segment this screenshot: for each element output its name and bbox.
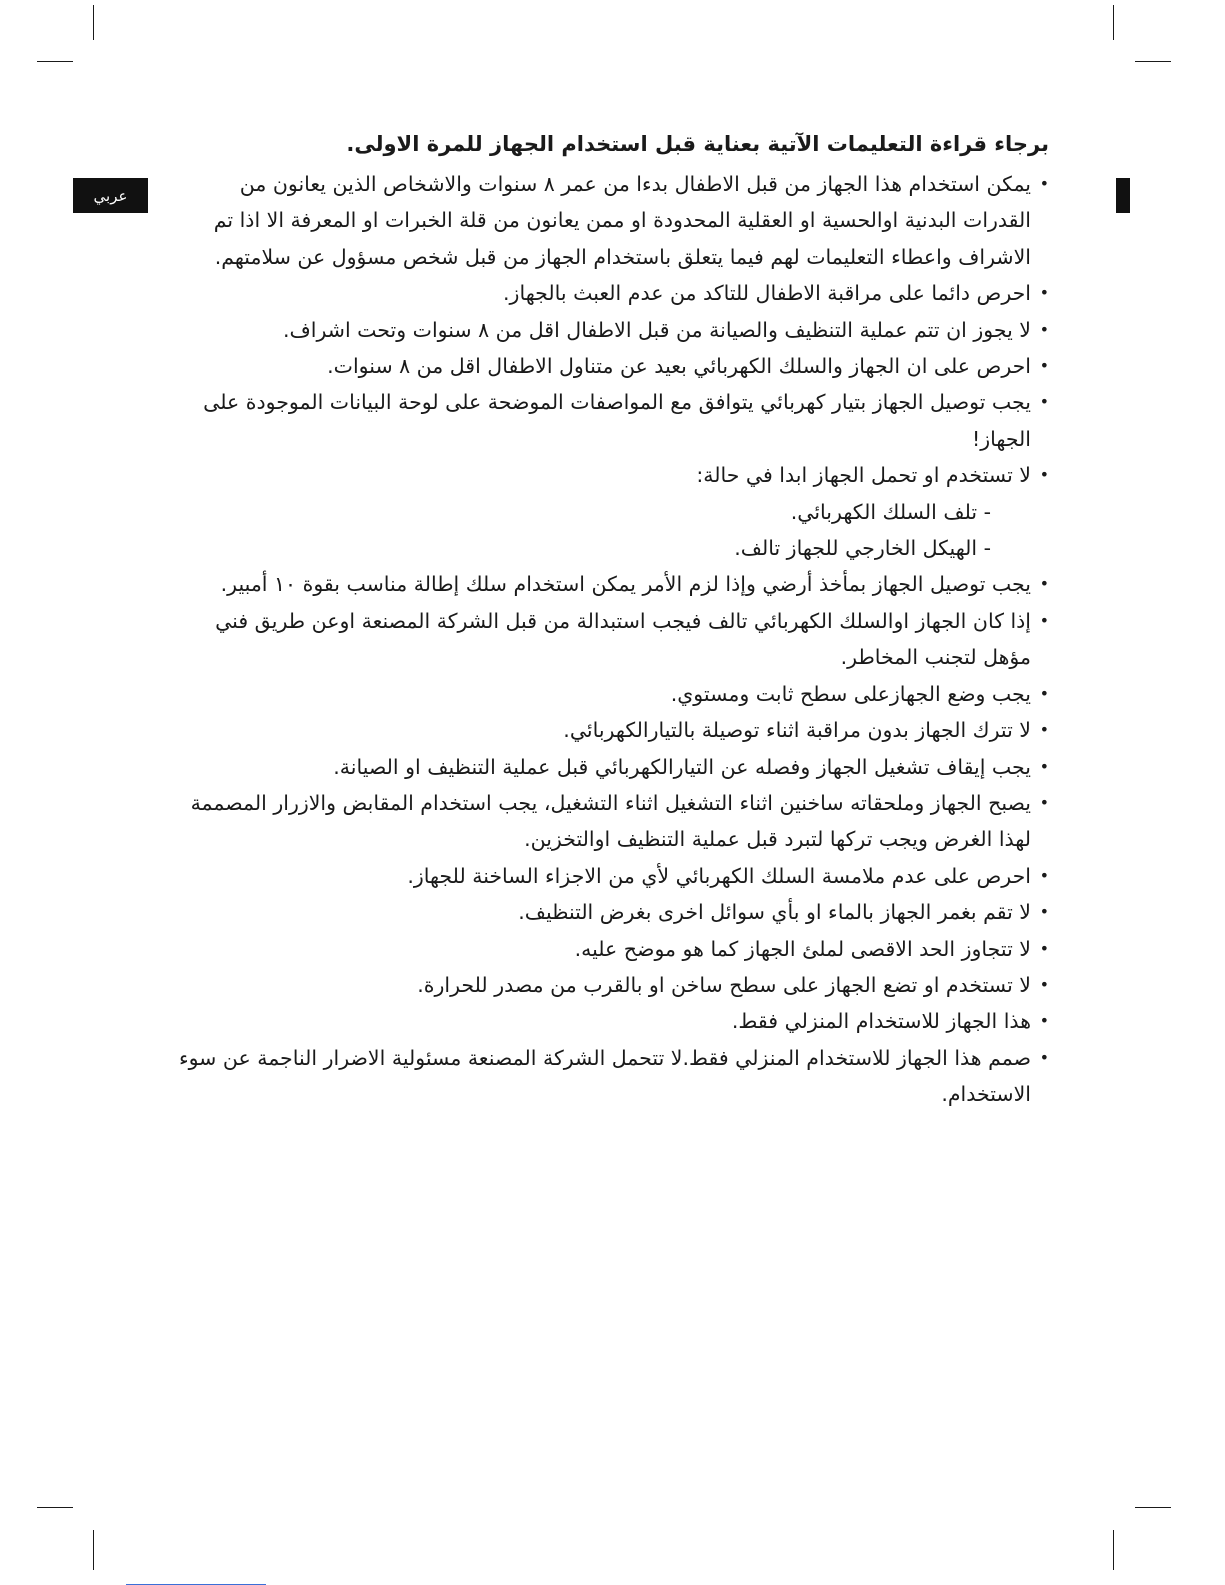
list-item: • هذا الجهاز للاستخدام المنزلي فقط. [169,1003,1049,1039]
list-item: • يجب إيقاف تشغيل الجهاز وفصله عن التيارالكهربائي قبل عملية التنظيف او الصيانة. [169,749,1049,785]
crop-mark-top-left-h [37,61,73,62]
list-item: • احرص دائما على مراقبة الاطفال للتاكد من عدم العبث بالجهاز. [169,275,1049,311]
edge-language-tab [1116,178,1130,213]
crop-mark-top-right [1113,5,1114,40]
list-item: • يجب توصيل الجهاز بمأخذ أرضي وإذا لزم الأمر يمكن استخدام سلك إطالة مناسب بقوة ١٠ أمبير. [169,566,1049,602]
list-item-text: لا تستخدم او تحمل الجهاز ابدا في حالة: [696,463,1031,488]
list-item: • يصبح الجهاز وملحقاته ساخنين اثناء التشغيل اثناء التشغيل، يجب استخدام المقابض والازرار المصممة لهذا الغرض ويجب تركها لتبرد قبل عملية التنظيف اوالتخزين. [169,785,1049,858]
crop-mark-bottom-left [93,1530,94,1570]
instructions-list [169,166,1049,1113]
list-item: • لا تستخدم او تضع الجهاز على سطح ساخن او بالقرب من مصدر للحرارة. [169,967,1049,1003]
list-item: • إذا كان الجهاز اوالسلك الكهربائي تالف فيجب استبدالة من قبل الشركة المصنعة اوعن طريق فني مؤهل لتجنب المخاطر. [169,603,1049,676]
list-item: • لا يجوز ان تتم عملية التنظيف والصيانة من قبل الاطفال اقل من ٨ سنوات وتحت اشراف. [169,312,1049,348]
crop-mark-bottom-left-h [37,1507,73,1508]
list-item: • لا تترك الجهاز بدون مراقبة اثناء توصيلة بالتيارالكهربائي. [169,712,1049,748]
list-item: • احرص على عدم ملامسة السلك الكهربائي لأي من الاجزاء الساخنة للجهاز. [169,858,1049,894]
list-item-with-subitems [169,457,1049,566]
language-tab: عربي [73,178,148,213]
crop-mark-bottom-right-h [1135,1507,1171,1508]
crop-mark-bottom-right [1113,1530,1114,1570]
crop-mark-top-left [93,5,94,40]
list-item: • صمم هذا الجهاز للاستخدام المنزلي فقط.لا تتحمل الشركة المصنعة مسئولية الاضرار الناجمة عن سوء الاستخدام. [169,1040,1049,1113]
crop-mark-top-right-h [1135,61,1171,62]
list-item: • لا تتجاوز الحد الاقصى لملئ الجهاز كما هو موضح عليه. [169,931,1049,967]
list-item: • لا تقم بغمر الجهاز بالماء او بأي سوائل اخرى بغرض التنظيف. [169,894,1049,930]
sub-item: - الهيكل الخارجي للجهاز تالف. [734,536,991,561]
instructions-heading: برجاء قراءة التعليمات الآتية بعناية قبل استخدام الجهاز للمرة الاولى. [346,132,1049,156]
sub-item: - تلف السلك الكهربائي. [790,499,991,524]
list-item: • احرص على ان الجهاز والسلك الكهربائي بعيد عن متناول الاطفال اقل من ٨ سنوات. [169,348,1049,384]
list-item: • يمكن استخدام هذا الجهاز من قبل الاطفال بدءا من عمر ٨ سنوات والاشخاص الذين يعانون من القدرات البدنية اوالحسية او العقلية المحدودة او ممن يعانون من قلة الخبرات او المعرفة الا اذا تم الاشراف واعطاء التعليمات لهم فيما يتعلق باستخدام الجهاز من قبل شخص مسؤول عن سلامتهم. [169,166,1049,275]
list-item: • يجب وضع الجهازعلى سطح ثابت ومستوي. [169,676,1049,712]
list-item: • يجب توصيل الجهاز بتيار كهربائي يتوافق مع المواصفات الموضحة على لوحة البيانات الموجودة على الجهاز! [169,384,1049,457]
instructions [169,126,1049,1113]
